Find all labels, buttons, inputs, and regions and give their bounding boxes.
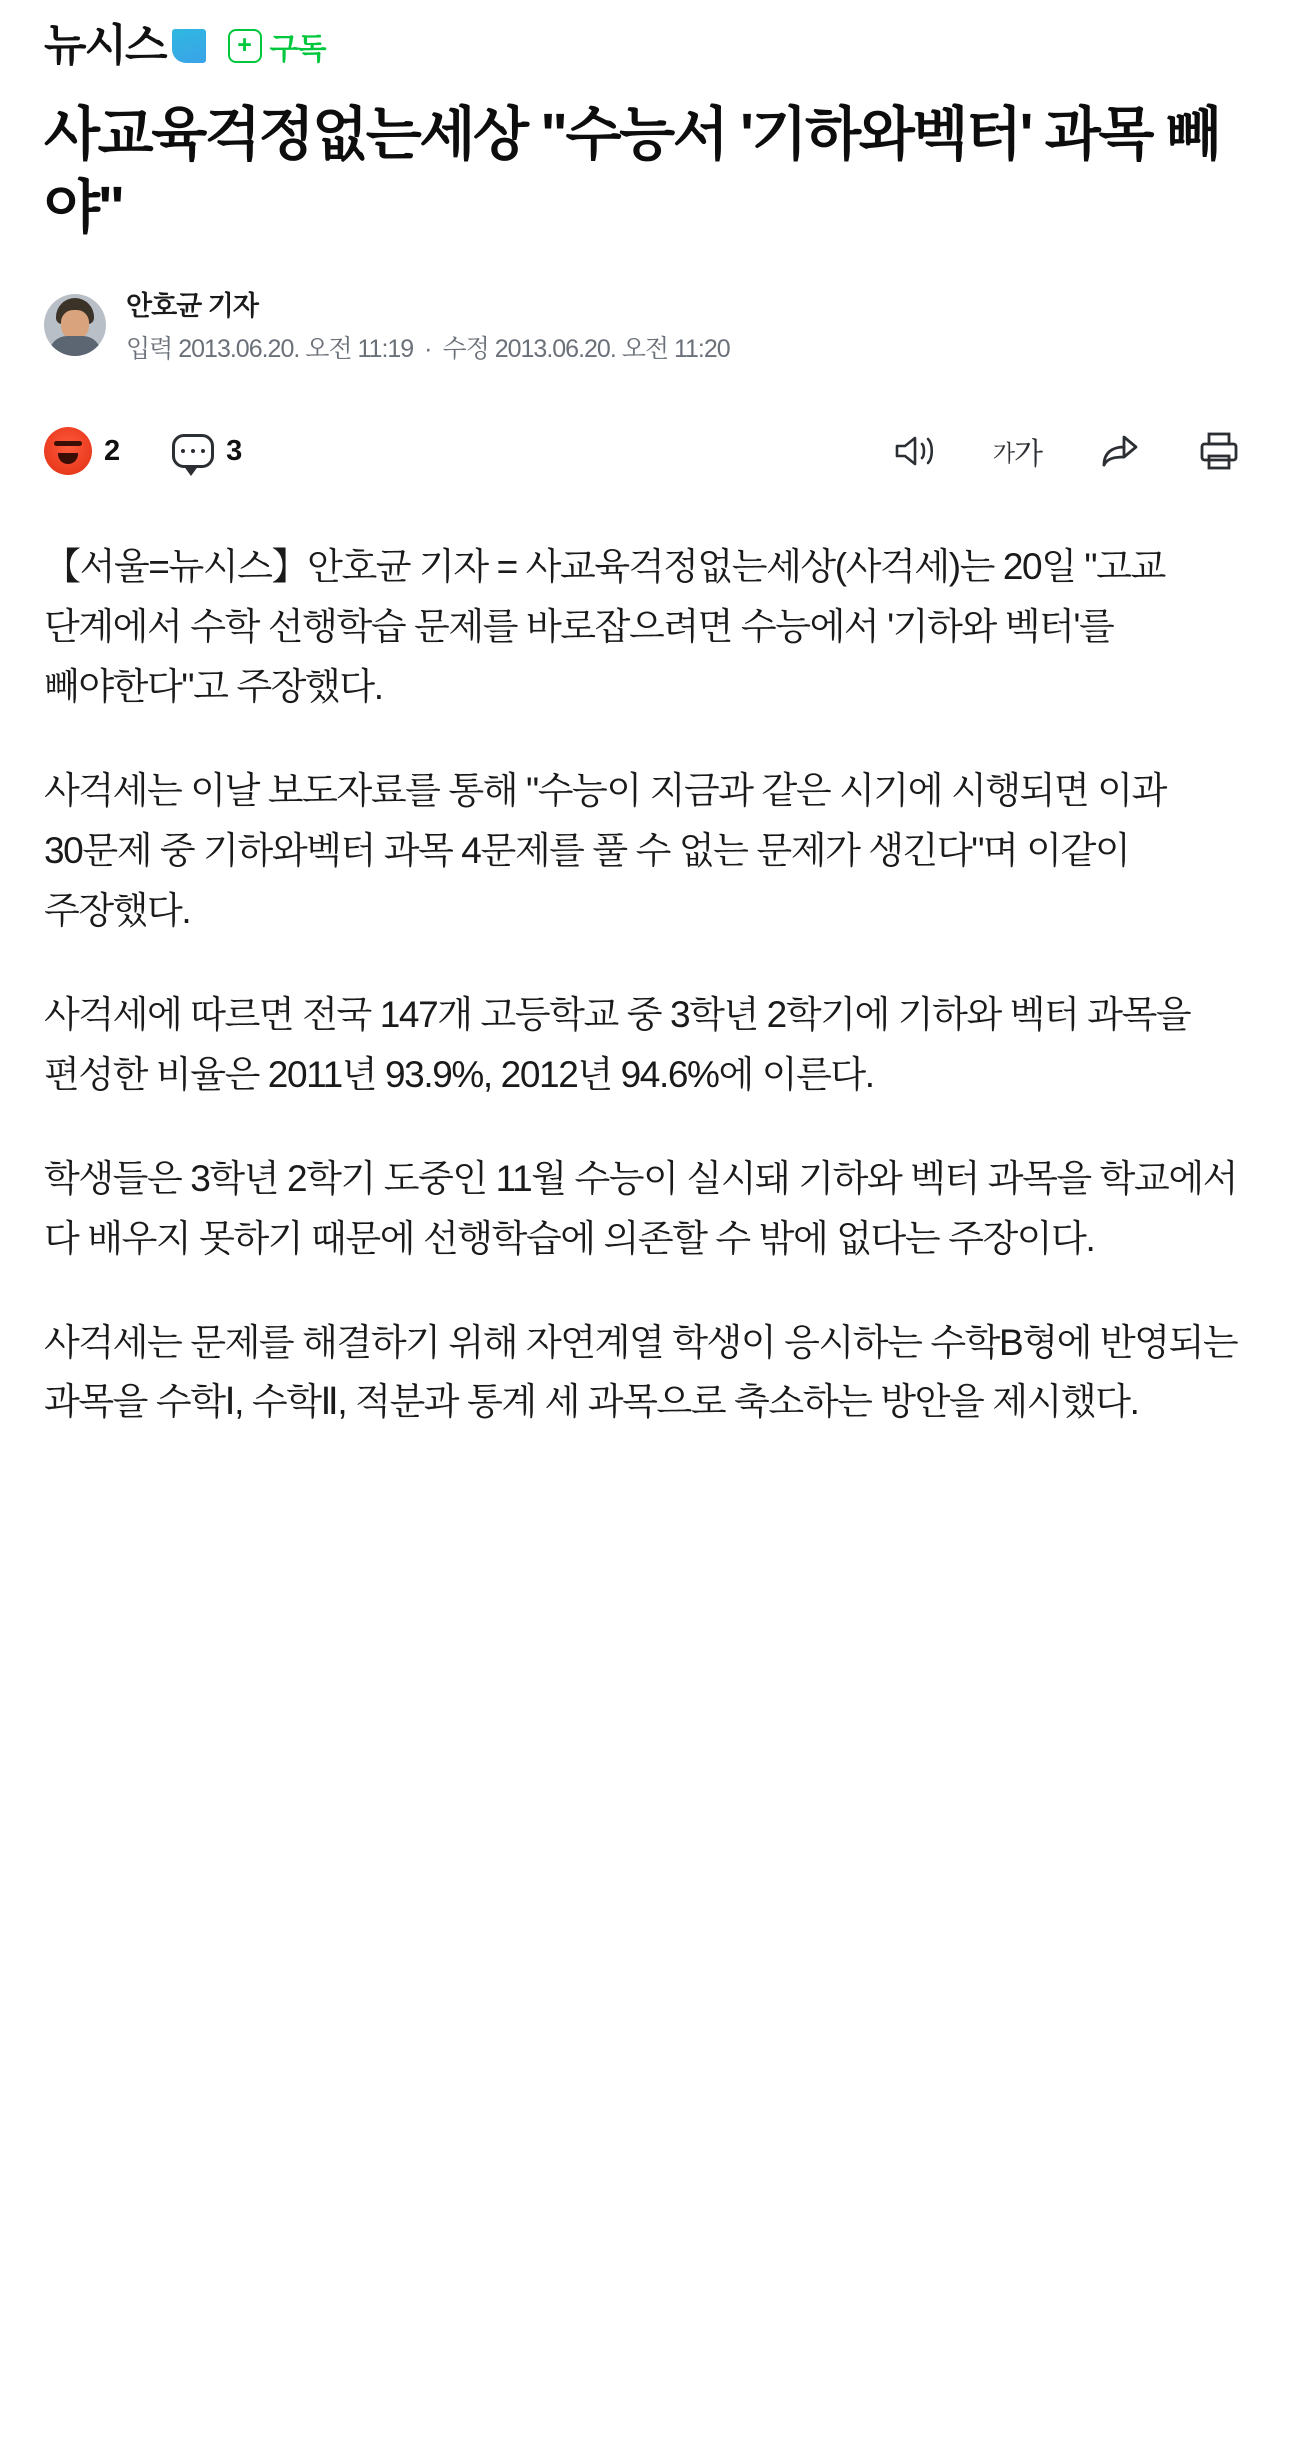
reaction-button[interactable] [44,427,120,475]
share-icon[interactable] [1098,431,1142,471]
speaker-icon[interactable] [893,432,937,470]
publisher-header [44,0,1246,78]
body-paragraph: 【서울=뉴시스】안호균 기자 = 사교육걱정없는세상(사걱세)는 20일 "고교 단계에서 수학 선행학습 문제를 바로잡으려면 수능에서 '기하와 벡터'를 빼야한다"고 주장했다. [44,546,1165,708]
reaction-count: 2 [104,434,121,467]
page-title: 사교육걱정없는세상 "수능서 '기하와벡터' 과목 빼야" [44,102,1220,241]
byline-texts [126,284,730,365]
subscribe-label: 구독 [269,33,326,66]
avatar[interactable] [44,294,106,356]
font-size-small-label: 가 [992,439,1015,466]
publisher-logo[interactable] [44,21,206,70]
angry-emoji-icon [44,427,92,475]
timestamp-separator: · [424,335,432,364]
comment-icon [172,434,214,468]
font-size-big-label: 가 [1014,438,1042,472]
news-logo-mark-icon [172,29,206,63]
reporter-name[interactable]: 안호균 기자 [126,291,258,322]
body-paragraph: 학생들은 3학년 2학기 도중인 11월 수능이 실시돼 기하와 벡터 과목을 학교에서 다 배우지 못하기 때문에 선행학습에 의존할 수 밖에 없다는 주장이다. [44,1157,1238,1259]
tool-icons [893,429,1246,473]
body-paragraph: 사걱세는 문제를 해결하기 위해 자연계열 학생이 응시하는 수학B형에 반영되는 과목을 수학Ⅰ, 수학Ⅱ, 적분과 통계 세 과목으로 축소하는 방안을 제시했다. [44,1321,1238,1423]
published-time: 입력 2013.06.20. 오전 11:19 [126,335,414,364]
updated-time: 수정 2013.06.20. 오전 11:20 [442,335,730,364]
action-bar [44,421,1246,481]
timestamps [126,329,730,365]
article-body [44,537,1246,1492]
body-paragraph: 사걱세에 따르면 전국 147개 고등학교 중 3학년 2학기에 기하와 벡터 과목을 편성한 비율은 2011년 93.9%, 2012년 94.6%에 이른다. [44,993,1191,1095]
print-icon[interactable] [1198,430,1240,472]
body-paragraph: 사걱세는 이날 보도자료를 통해 "수능이 지금과 같은 시기에 시행되면 이과 30문제 중 기하와벡터 과목 4문제를 풀 수 없는 문제가 생긴다"며 이같이 주장했다. [44,769,1166,931]
byline [44,284,1246,365]
subscribe-button[interactable] [228,24,326,68]
plus-icon: + [228,29,262,63]
publisher-name: 뉴시스 [44,21,166,70]
avatar-body [49,336,101,356]
font-size-button[interactable] [993,429,1042,473]
comment-button[interactable] [172,434,242,468]
comment-count: 3 [226,434,243,467]
